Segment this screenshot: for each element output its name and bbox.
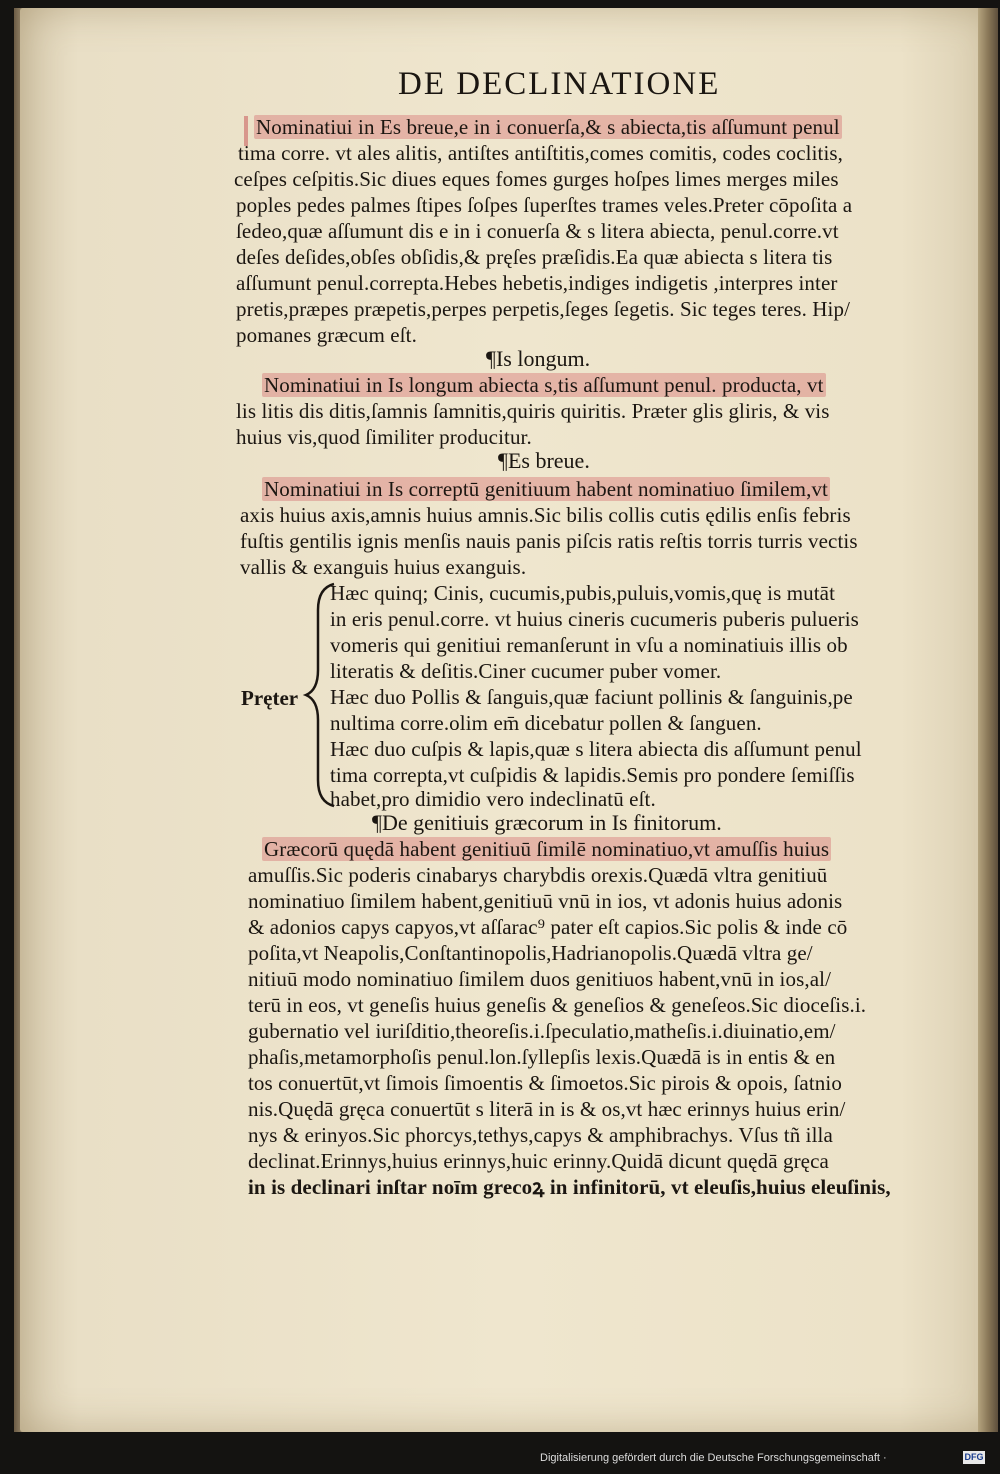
text-line: nys & erinyos.Sic phorcys,tethys,capys & amphibrachys. Vſus tñ illa	[248, 1123, 833, 1147]
text-line: fuſtis gentilis ignis menſis nauis panis piſcis ratis reſtis torris turris vectis	[240, 529, 858, 553]
text-line: phaſis,metamorphoſis penul.lon.ſyllepſis lexis.Quædā is in entis & en	[248, 1045, 836, 1069]
text-line: vallis & exanguis huius exanguis.	[240, 555, 527, 579]
text-line: in eris penul.corre. vt huius cineris cucumeris puberis pulueris	[330, 607, 859, 631]
text-line: huius vis,quod ſimiliter producitur.	[236, 425, 532, 449]
page-gutter-edge	[978, 8, 998, 1432]
text-line: in is declinari inſtar noīm grecoꝝ in infinitorū, vt eleuſis,huius eleuſinis,	[248, 1175, 891, 1199]
text-line: Hæc duo Pollis & ſanguis,quæ faciunt pollinis & ſanguinis,pe	[330, 685, 853, 709]
text-line: nis.Quędā gręca conuertūt s literā in is & os,vt hæc erinnys huius erin/	[248, 1097, 846, 1121]
text-line: tima corre. vt ales alitis, antiſtes antiſtitis,comes comitis, codes coclitis,	[238, 141, 843, 165]
text-line: literatis & deſitis.Ciner cucumer puber vomer.	[330, 659, 722, 683]
text-line: tos conuertūt,vt ſimois ſimoentis & ſimoetos.Sic pirois & opois, ſatnio	[248, 1071, 842, 1095]
text-line: nitiuū modo nominatiuo ſimilem duos genitiuos habent,vnū in ios,al/	[248, 967, 831, 991]
text-line: lis litis dis ditis,ſamnis ſamnitis,quiris quiritis. Præter glis gliris, & vis	[236, 399, 830, 423]
text-line: Hæc duo cuſpis & lapis,quæ s litera abiecta dis aſſumunt penul	[330, 737, 862, 761]
text-line: ſedeo,quæ aſſumunt dis e in i conuerſa & s litera abiecta, penul.corre.vt	[236, 219, 839, 243]
text-line: pretis,præpes præpetis,perpes perpetis,ſeges ſegetis. Sic teges teres. Hip/	[236, 297, 851, 321]
text-line: amuſſis.Sic poderis cinabarys charybdis orexis.Quædā vltra genitiuū	[248, 863, 828, 887]
digitization-credit: Digitalisierung gefördert durch die Deutsche Forschungsgemeinschaft ·	[540, 1452, 887, 1464]
text-line: nultima corre.olim em̄ dicebatur pollen & ſanguen.	[330, 711, 762, 735]
highlighted-phrase: Nominatiui in Es breue,e in i conuerſa,& s abiecta,tis aſſumunt penul	[256, 115, 840, 139]
preter-label: Pręter	[241, 686, 299, 710]
text-line: gubernatio vel iuriſditio,theoreſis.i.ſpeculatio,matheſis.i.diuinatio,em/	[248, 1019, 836, 1043]
section-heading-es-breue: ¶Es breue.	[498, 448, 590, 473]
section-heading-is-longum: ¶Is longum.	[486, 346, 591, 371]
text-line: deſes deſides,obſes obſidis,& pręſes præſidis.Ea quæ abiecta s litera tis	[236, 245, 833, 269]
dfg-logo: DFG	[964, 1452, 984, 1462]
section-heading-de-genitiuis: ¶De genitiuis græcorum in Is finitorum.	[372, 810, 722, 835]
text-line: ceſpes ceſpitis.Sic diues eques fomes gurges hoſpes limes merges miles	[234, 167, 839, 191]
text-line	[262, 476, 830, 502]
text-line	[254, 114, 842, 140]
text-line: poſita,vt Neapolis,Conſtantinopolis,Hadrianopolis.Quædā vltra ge/	[248, 941, 813, 965]
highlighted-phrase: Nominatiui in Is correptū genitiuum habent nominatiuo ſimilem,vt	[264, 477, 828, 501]
text-line: axis huius axis,amnis huius amnis.Sic bilis collis cutis ędilis enſis febris	[240, 503, 851, 527]
text-line: declinat.Erinnys,huius erinnys,huic erinny.Quidā dicunt quędā gręca	[248, 1149, 829, 1173]
highlighted-phrase: Græcorū quędā habent genitiuū ſimilē nominatiuo,vt amuſſis huius	[264, 837, 830, 861]
text-line: & adonios capys capyos,vt aſſarac⁹ pater eſt capios.Sic polis & inde cō	[248, 915, 848, 939]
highlighted-phrase: Nominatiui in Is longum abiecta s,tis aſſumunt penul. producta, vt	[264, 373, 824, 397]
text-line: pomanes græcum eſt.	[236, 323, 417, 347]
text-line: vomeris qui genitiui remanſerunt in vſu a nominatiuis illis ob	[330, 633, 848, 657]
text-line	[262, 836, 831, 862]
text-line: Hæc quinq; Cinis, cucumis,pubis,puluis,vomis,quę is mutāt	[330, 581, 836, 605]
text-line: nominatiuo ſimilem habent,genitiuū vnū in ios, vt adonis huius adonis	[248, 889, 843, 913]
text-line	[262, 372, 826, 398]
page-heading: DE DECLINATIONE	[398, 66, 721, 102]
text-line: tima correpta,vt cuſpidis & lapidis.Semis pro pondere ſemiſſis	[330, 763, 855, 787]
text-line: poples pedes palmes ſtipes ſoſpes ſuperſtes trames veles.Preter cōpoſita a	[236, 193, 853, 217]
text-line: terū in eos, vt geneſis huius geneſis & geneſios & geneſeos.Sic dioceſis.i.	[248, 993, 867, 1017]
text-line: habet,pro dimidio vero indeclinatū eſt.	[330, 787, 656, 811]
text-line: aſſumunt penul.correpta.Hebes hebetis,indiges indigetis ,interpres inter	[236, 271, 838, 295]
